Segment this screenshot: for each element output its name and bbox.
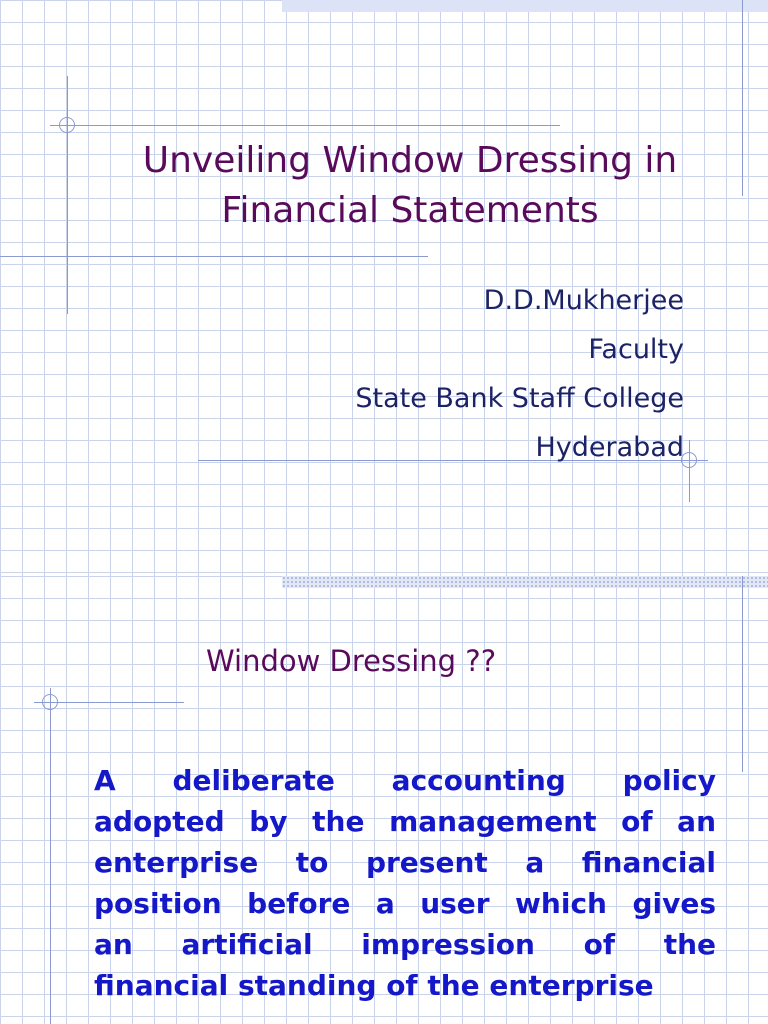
slide-title [60,136,760,236]
definition-slide [0,576,768,1024]
author-name: D.D.Mukherjee [483,285,684,316]
title-line-2: Financial Statements [221,190,599,231]
definition-text [94,760,716,1006]
crosshair-ring-top-left [59,117,75,133]
author-city: Hyderabad [535,432,684,463]
top-accent-band [282,0,768,12]
crosshair-ring-left [42,694,58,710]
title-line-1: Unveiling Window Dressing in [142,140,678,181]
right-vertical-rule [742,576,743,772]
definition-line-6: financial standing of the enterprise [94,969,654,1002]
left-vertical-rule [50,688,51,1024]
lower-vertical-rule [689,440,690,502]
definition-line-5: an artificial impression of the [94,928,716,961]
top-horizontal-rule [50,125,560,126]
author-role: Faculty [588,334,684,365]
definition-line-2: adopted by the management of an [94,805,716,838]
definition-line-1: A deliberate accounting policy [94,764,716,797]
definition-line-4: position before a user which gives [94,887,716,920]
top-accent-band [282,576,768,588]
author-institution: State Bank Staff College [355,383,684,414]
author-block [184,276,684,472]
mid-horizontal-rule [0,256,428,257]
slide-heading: Window Dressing ?? [206,644,497,678]
definition-line-3: enterprise to present a financial [94,846,716,879]
